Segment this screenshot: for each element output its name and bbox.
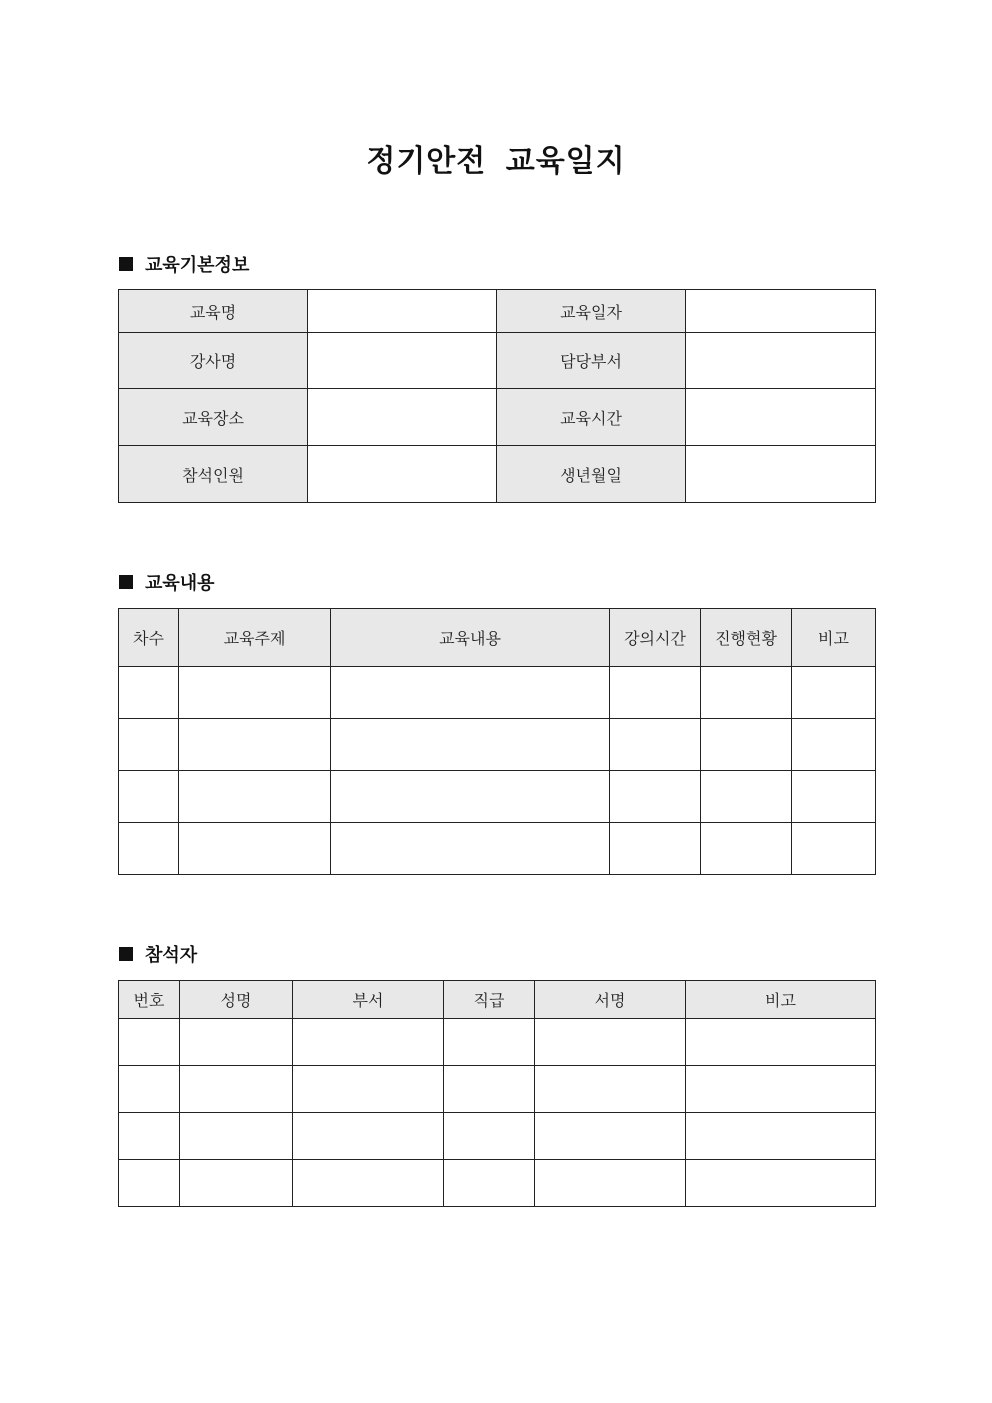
table-row [119, 389, 876, 446]
column-header: 강의시간 [610, 609, 701, 667]
table-cell[interactable] [686, 1160, 876, 1207]
value-cell[interactable] [686, 446, 876, 503]
table-cell[interactable] [686, 1113, 876, 1160]
column-header: 직급 [444, 981, 535, 1019]
label-cell: 교육시간 [497, 389, 686, 446]
column-header: 차수 [119, 609, 179, 667]
table-row [119, 667, 876, 719]
table-row [119, 333, 876, 389]
value-cell[interactable] [686, 290, 876, 333]
section-heading-label: 교육내용 [145, 573, 215, 594]
label-cell: 교육명 [119, 290, 308, 333]
table-cell[interactable] [792, 771, 876, 823]
square-bullet-icon [119, 947, 133, 961]
label-cell: 생년월일 [497, 446, 686, 503]
table-cell[interactable] [535, 1113, 686, 1160]
table-cell[interactable] [444, 1019, 535, 1066]
table-cell[interactable] [180, 1160, 293, 1207]
label-cell: 교육일자 [497, 290, 686, 333]
column-header: 진행현황 [701, 609, 792, 667]
table-cell[interactable] [610, 667, 701, 719]
table-cell[interactable] [331, 719, 610, 771]
table-cell[interactable] [535, 1160, 686, 1207]
value-cell[interactable] [308, 389, 497, 446]
label-cell: 참석인원 [119, 446, 308, 503]
table-header-row [119, 609, 876, 667]
table-cell[interactable] [701, 771, 792, 823]
table-cell[interactable] [610, 719, 701, 771]
table-cell[interactable] [119, 1113, 180, 1160]
column-header: 부서 [293, 981, 444, 1019]
table-cell[interactable] [444, 1113, 535, 1160]
table-cell[interactable] [444, 1066, 535, 1113]
table-row [119, 823, 876, 875]
table-cell[interactable] [792, 823, 876, 875]
table-row [119, 290, 876, 333]
table-cell[interactable] [331, 667, 610, 719]
table-cell[interactable] [293, 1066, 444, 1113]
section-heading-content [119, 570, 215, 594]
table-cell[interactable] [180, 1066, 293, 1113]
table-row [119, 1160, 876, 1207]
square-bullet-icon [119, 257, 133, 271]
column-header: 교육내용 [331, 609, 610, 667]
section-heading-label: 교육기본정보 [145, 255, 250, 276]
table-cell[interactable] [610, 771, 701, 823]
table-cell[interactable] [119, 1066, 180, 1113]
table-cell[interactable] [701, 719, 792, 771]
table-cell[interactable] [180, 1019, 293, 1066]
table-row [119, 446, 876, 503]
table-cell[interactable] [444, 1160, 535, 1207]
column-header: 성명 [180, 981, 293, 1019]
table-cell[interactable] [179, 719, 331, 771]
column-header: 비고 [686, 981, 876, 1019]
basic-info-table [118, 289, 876, 503]
table-cell[interactable] [119, 667, 179, 719]
table-cell[interactable] [701, 667, 792, 719]
table-cell[interactable] [701, 823, 792, 875]
table-cell[interactable] [119, 771, 179, 823]
column-header: 번호 [119, 981, 180, 1019]
content-table [118, 608, 876, 875]
table-cell[interactable] [293, 1160, 444, 1207]
table-cell[interactable] [686, 1066, 876, 1113]
value-cell[interactable] [686, 333, 876, 389]
label-cell: 담당부서 [497, 333, 686, 389]
table-cell[interactable] [686, 1019, 876, 1066]
table-cell[interactable] [179, 771, 331, 823]
section-heading-label: 참석자 [145, 945, 198, 966]
label-cell: 강사명 [119, 333, 308, 389]
table-cell[interactable] [792, 667, 876, 719]
table-cell[interactable] [535, 1019, 686, 1066]
value-cell[interactable] [686, 389, 876, 446]
value-cell[interactable] [308, 333, 497, 389]
attendees-table [118, 980, 876, 1207]
table-cell[interactable] [331, 771, 610, 823]
table-cell[interactable] [179, 667, 331, 719]
table-row [119, 1019, 876, 1066]
table-cell[interactable] [119, 719, 179, 771]
value-cell[interactable] [308, 446, 497, 503]
table-cell[interactable] [535, 1066, 686, 1113]
table-cell[interactable] [119, 1160, 180, 1207]
table-header-row [119, 981, 876, 1019]
column-header: 교육주제 [179, 609, 331, 667]
table-cell[interactable] [792, 719, 876, 771]
table-cell[interactable] [293, 1019, 444, 1066]
table-cell[interactable] [331, 823, 610, 875]
table-cell[interactable] [119, 1019, 180, 1066]
table-cell[interactable] [610, 823, 701, 875]
table-row [119, 1113, 876, 1160]
table-cell[interactable] [119, 823, 179, 875]
table-row [119, 771, 876, 823]
square-bullet-icon [119, 575, 133, 589]
section-heading-basic-info [119, 252, 249, 276]
table-cell[interactable] [179, 823, 331, 875]
label-cell: 교육장소 [119, 389, 308, 446]
column-header: 서명 [535, 981, 686, 1019]
section-heading-attendees [119, 942, 197, 966]
table-cell[interactable] [293, 1113, 444, 1160]
value-cell[interactable] [308, 290, 497, 333]
column-header: 비고 [792, 609, 876, 667]
table-row [119, 1066, 876, 1113]
table-row [119, 719, 876, 771]
page-title: 정기안전 교육일지 [366, 144, 626, 179]
table-cell[interactable] [180, 1113, 293, 1160]
